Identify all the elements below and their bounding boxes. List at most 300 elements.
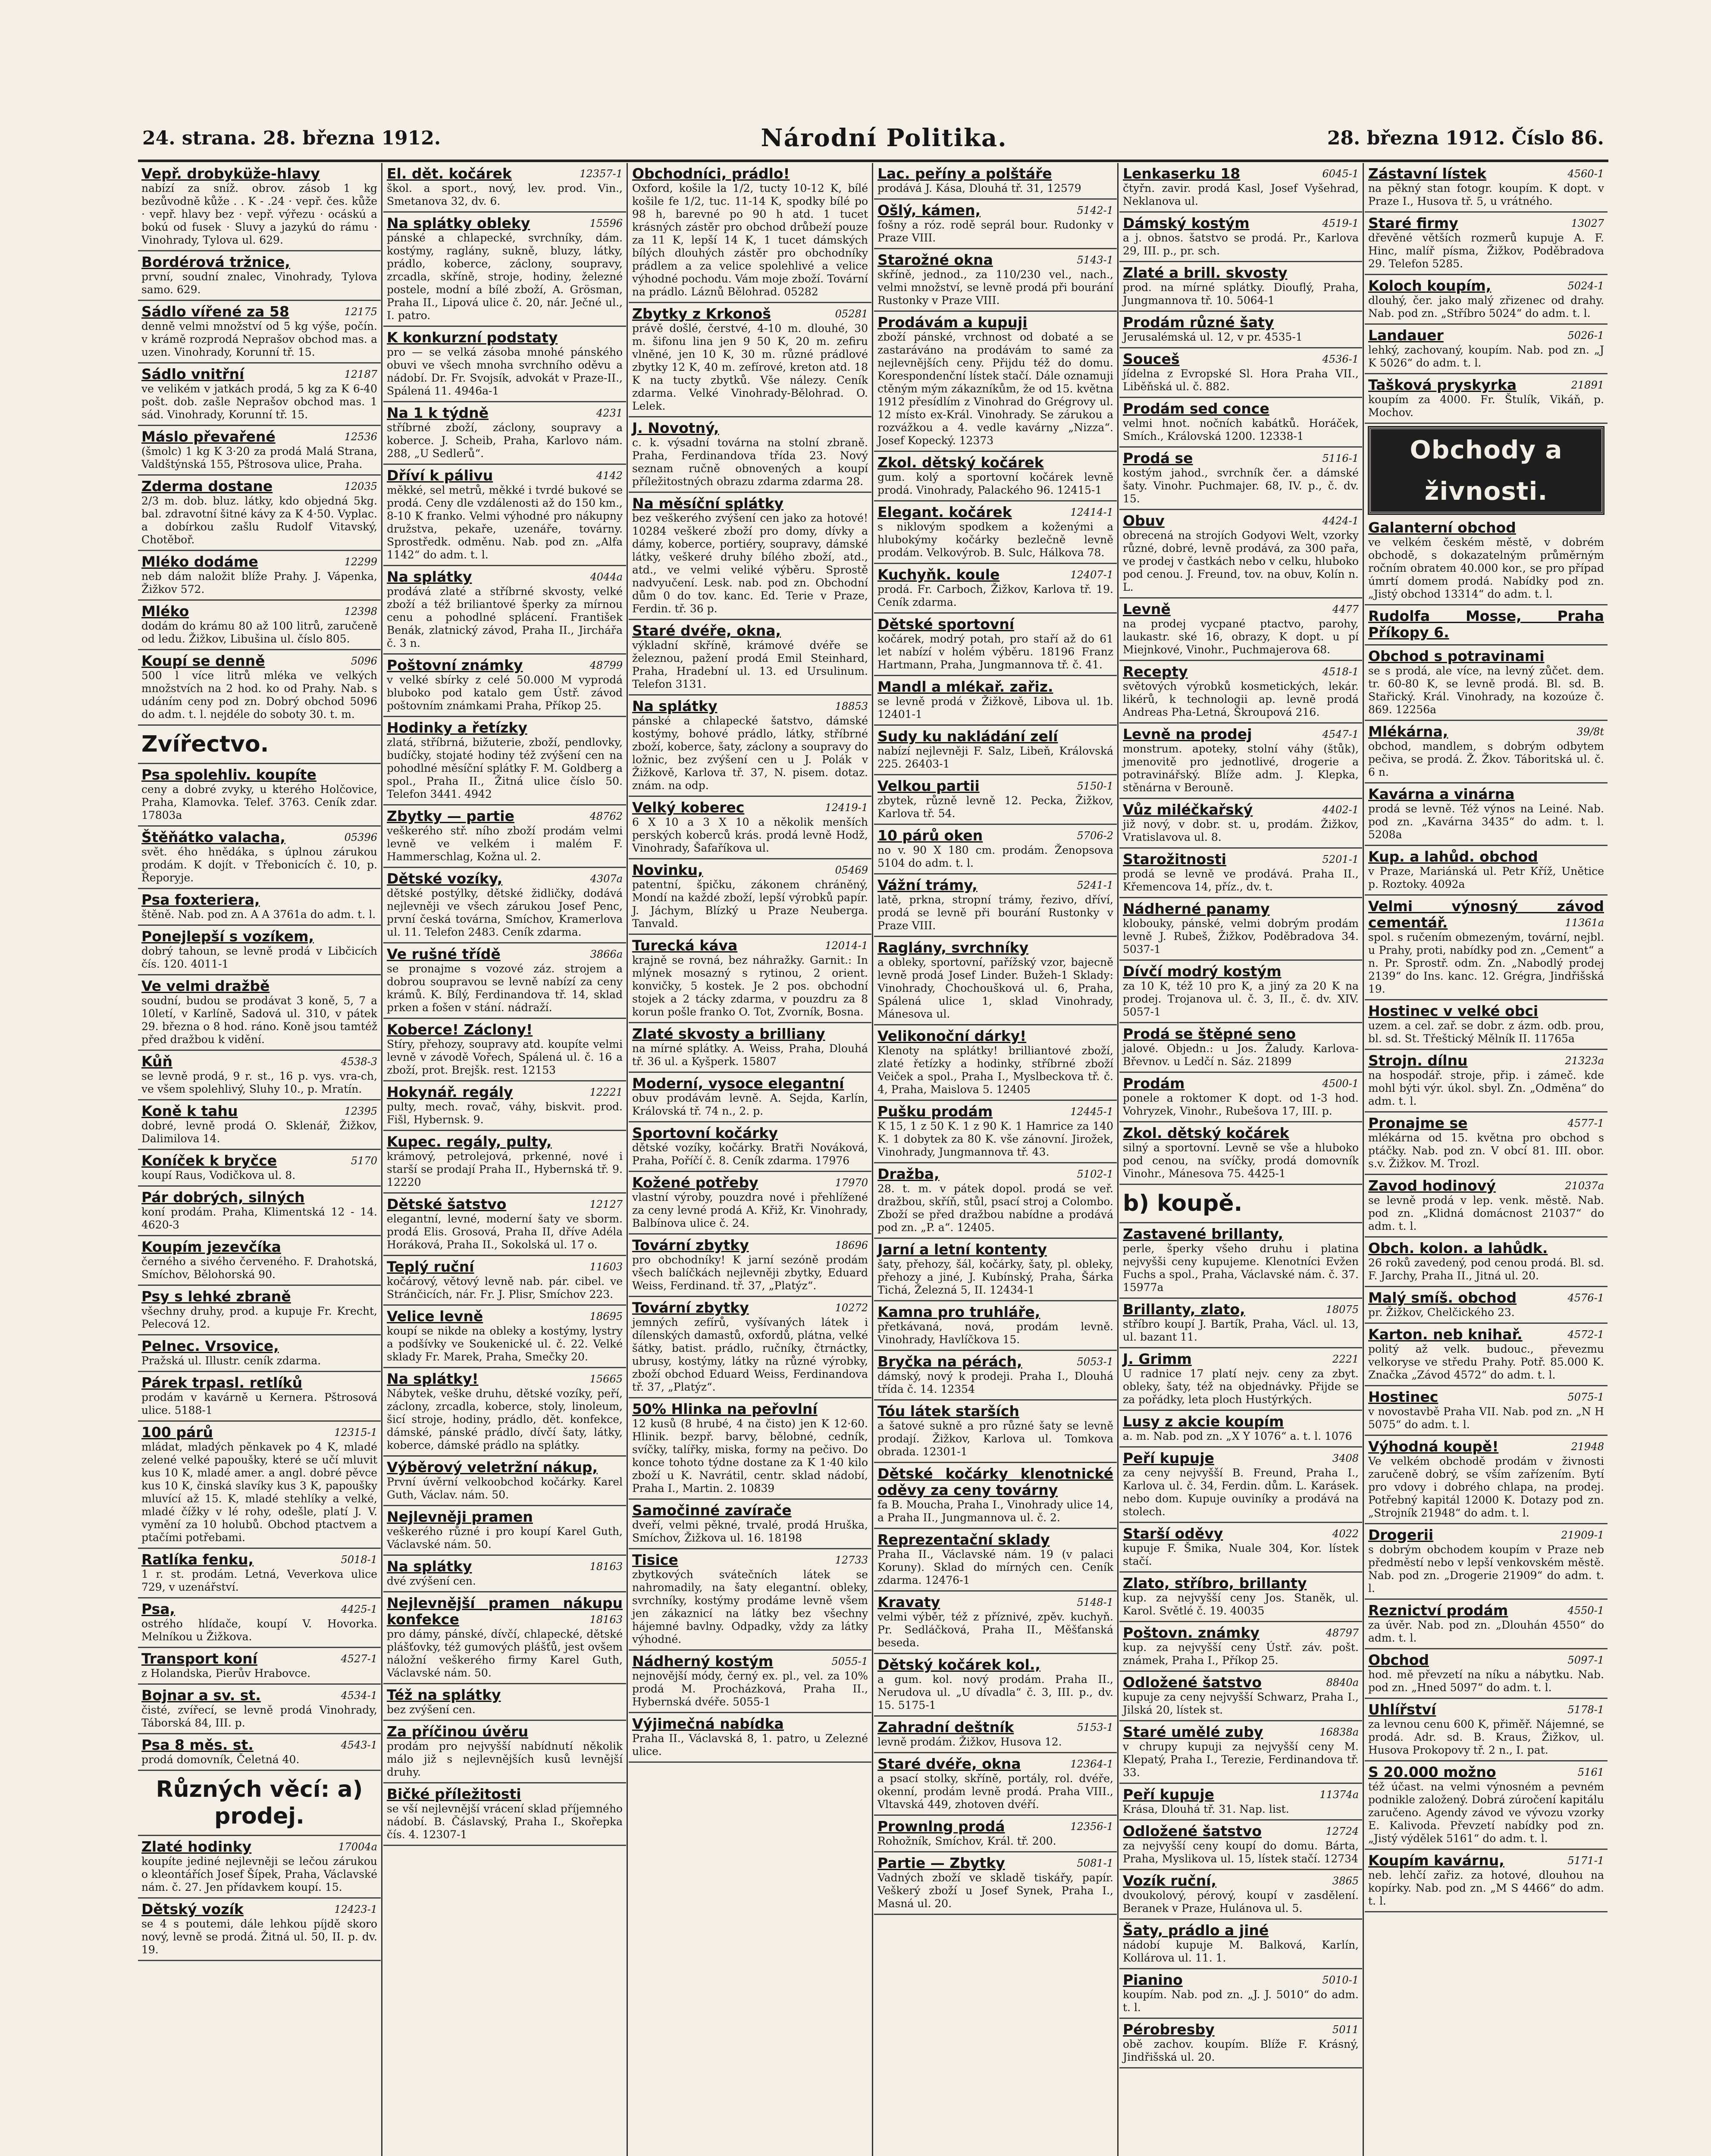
classified-ad [1365, 605, 1608, 646]
ad-code: 12315-1 [334, 1426, 377, 1438]
ad-heading-text: Transport koní [141, 1650, 257, 1667]
ad-heading-text: Zderma dostane [141, 478, 273, 495]
ad-heading-text: Dámský kostým [1123, 215, 1250, 232]
ad-heading-text: Staré firmy [1368, 215, 1458, 232]
classified-ad [874, 564, 1117, 614]
ad-body: dlouhý, čer. jako malý zřizenec od drahy. Nab. pod zn. „Stříbro 5024“ do adm. t. l. [1368, 294, 1604, 320]
ad-code: 5171-1 [1567, 1855, 1604, 1867]
column-separator [627, 163, 628, 2156]
ad-body: pro obchodníky! K jarní sezóně prodám všech balíčkách nejlevněji zbytky, Eduard Weiss, Ferdinand. tř. 37, „Platýz“. [632, 1253, 868, 1292]
ad-heading-text: Na splátky [387, 568, 472, 585]
ad-heading [1368, 1852, 1604, 1869]
ad-heading-text: Nejlevnější pramen nákupu konfekce [387, 1595, 623, 1628]
ad-heading-text: Prodá se [1123, 450, 1193, 467]
ad-heading [877, 314, 1113, 331]
classified-ad [1119, 1920, 1362, 1969]
ad-heading-text: Štěňátko valacha, [141, 829, 285, 846]
ad-heading [877, 679, 1113, 695]
ad-heading-text: Psa 8 měs. st. [141, 1736, 254, 1753]
ad-heading [632, 1075, 868, 1092]
ad-heading [387, 1459, 623, 1476]
ad-heading [1123, 1075, 1359, 1092]
ad-body: prodává J. Kása, Dlouhá tř. 31, 12579 [877, 182, 1081, 194]
ad-code: 4424-1 [1322, 515, 1359, 527]
ad-body: no v. 90 X 180 cm. prodám. Ženopsova 5104 do adm. t. l. [877, 844, 1113, 869]
ad-heading-text: Hostinec v velké obci [1368, 1003, 1539, 1019]
classified-ad [383, 213, 626, 327]
ad-body: prodá se levně ve prodává. Praha II., Křemencova 14, příz., dv. t. [1123, 868, 1359, 893]
ad-body: 26 roků zavedený, pod cenou prodá. Bl. sd. F. Jarchy, Praha II., Jitná ul. 20. [1368, 1257, 1604, 1282]
ad-body: koupím za 4000. Fr. Štulík, Vikáň, p. Mochov. [1368, 393, 1604, 419]
ad-heading-text: Jarní a letní kontenty [877, 1241, 1047, 1258]
ad-body: fošny a róz. rodě seprál bour. Rudonky v Praze VIII. [877, 219, 1113, 244]
ad-heading [1123, 963, 1359, 980]
ad-body: neb. lehčí zařiz. za hotové, dlouhou na kopírky. Nab. pod zn. „M S 4466“ do adm. t. l. [1368, 1869, 1604, 1907]
ad-heading [141, 1375, 377, 1391]
ad-body: kostým jahod., svrchník čer. a dámské šaty. Vinohr. Puchmajer. 68, IV. p., č. dv. 15. [1123, 467, 1359, 505]
ad-body: právě došlé, čerstvé, 4-10 m. dlouhé, 30 m. šifonu lina jen 9 50 K, 20 m. zefiru vlněné, jen 10 K, 30 m. různé prádlové zbytky 12 K, 40 m. zefírové, kreton atd. 18 K na tucty zbytků. Vše nálezy. Ceník zdarma. Velké Vinohrady-Bělohrad. O. Lelek. [632, 322, 868, 412]
ad-code: 12221 [589, 1086, 623, 1098]
ad-body: mlékárna od 15. května pro obchod s ptáčky. Nab. pod zn. V obcí 81. III. obor. s.v. Žižkov. M. Trozl. [1368, 1131, 1604, 1170]
ad-heading [141, 1551, 377, 1568]
classified-ad [1119, 1672, 1362, 1721]
ad-body: 28. t. m. v pátek dopol. prodá se veř. dražbou, skříň, stůl, psací stroj a Colombo. Zboží se před dražbou nabídne a prodává pod zn. „P. a“. 12405. [877, 1182, 1113, 1234]
classified-ad [629, 1713, 871, 1763]
ad-body: Ve velkém obchodě prodám v živnosti zaručeně dobrý, se vším zařízením. Bytí pro vdovy i dobrého chlapa, na prodej. Potřebný kapitál 12000 K. Dotazy pod zn. „Strojník 21948“ do adm. t. l. [1368, 1455, 1604, 1519]
classified-ad [138, 889, 381, 926]
ad-code: 5143-1 [1077, 254, 1113, 266]
ad-code: 21909-1 [1561, 1529, 1604, 1541]
classified-ad [874, 937, 1117, 1025]
ad-body: nádobí kupuje M. Balková, Karlín, Kollárova ul. 11. 1. [1123, 1939, 1359, 1964]
ad-heading [1123, 1125, 1359, 1141]
ad-code: 12014-1 [825, 940, 868, 952]
classified-ad [138, 551, 381, 601]
classified-ad [138, 426, 381, 476]
classified-ad [629, 935, 871, 1023]
classified-ad [138, 1051, 381, 1100]
ad-body: veškerého různé i pro koupí Karel Guth, Václavské nám. 50. [387, 1525, 623, 1551]
ad-heading [1123, 265, 1359, 281]
ad-heading-text: Reprezentační sklady [877, 1531, 1050, 1548]
classified-ad [383, 1131, 626, 1194]
ad-heading-text: Hostinec [1368, 1388, 1438, 1405]
ad-heading-text: Bordérová tržnice, [141, 254, 290, 270]
ad-heading [1368, 1764, 1604, 1780]
ad-heading [387, 946, 623, 962]
ad-heading [387, 1371, 623, 1387]
ad-body: prodává zlaté a stříbrné skvosty, velké zboží a též briliantové šperky za mírnou cenu a pohodlné splácení. František Benák, zlatnický závod, Praha II., Jirchářa č. 3 n. [387, 585, 623, 649]
ad-heading [141, 1839, 377, 1855]
ad-heading-text: Dětské vozíky, [387, 870, 503, 887]
ad-heading-text: Velmi výnosný závod cementář. [1368, 898, 1604, 931]
ad-body: dodám do krámu 80 až 100 litrů, zaručeně od ledu. Žižkov, Libušina ul. číslo 805. [141, 620, 377, 645]
classified-ad [1119, 1299, 1362, 1348]
ad-heading [1123, 2021, 1359, 2038]
ad-heading-text: Velký koberec [632, 799, 745, 816]
classified-ad [383, 1457, 626, 1506]
classified-ad [138, 476, 381, 551]
ad-heading [141, 1239, 377, 1255]
ad-body: vlastní výroby, pouzdra nové i přehlížené za ceny levné prodá A. Křiž, Kr. Vinohrady, Balbínova ulice č. 24. [632, 1191, 868, 1229]
ad-heading-text: Mléko dodáme [141, 553, 258, 570]
ad-heading [387, 871, 623, 887]
ad-heading [141, 928, 377, 945]
ad-heading-text: Dětské kočárky klenotnické oděvy za ceny továrny [877, 1465, 1113, 1498]
ad-heading-text: Staré dvéře, okna [877, 1755, 1021, 1772]
ad-heading-text: Poštovn. známky [1123, 1624, 1260, 1641]
classified-ad [629, 1023, 871, 1073]
ad-heading [1123, 513, 1359, 529]
ad-heading-text: Galanterní obchod [1368, 519, 1516, 536]
ad-heading [387, 405, 623, 421]
ad-heading [1368, 1389, 1604, 1405]
ad-heading [1123, 1625, 1359, 1641]
ad-code: 5075-1 [1567, 1391, 1604, 1403]
ad-heading-text: Výběrový veletržní nákup, [387, 1459, 598, 1476]
classified-ad [1119, 1969, 1362, 2019]
classified-ad [629, 303, 871, 417]
ad-heading-text: Pušku prodám [877, 1103, 993, 1120]
ad-heading-text: Prodám [1123, 1075, 1185, 1092]
ad-heading-text: Landauer [1368, 327, 1444, 344]
ad-code: 18696 [835, 1239, 868, 1251]
ad-heading [141, 304, 377, 320]
ad-heading-text: Prodám sed conce [1123, 400, 1269, 417]
ad-body: Oxford, košile la 1/2, tucty 10-12 K, bílé košile fe 1/2, tuc. 11-14 K, spodky bílé po 98 h, barevné po 90 h atd. 1 tucet krásných zástěr pro obchod drůbeží pouze za 11 K, lepší 14 K, 1 tucet dámských bílých dlouhých zástěr pro obchodníky prádlem a za velice spolehlivé a velice výhodné pochodu. Vám moje zboží. Tovární na prádlo. Láznů Bělohrad. 05282 [632, 182, 868, 298]
ad-heading [877, 567, 1113, 583]
ad-code: 39/8t [1576, 726, 1604, 738]
ad-body: pánské a chlapecké šatstvo, dámské kostýmy, bohové prádlo, látky, stříbrné zboží, koberce, šaty, záclony a soupravy do ložnic, bez zvýšení cen u J. Polák v Žižkově, Karlova tř. 37, N. pisem. dotaz. znám. na odp. [632, 714, 868, 792]
ad-body: dvé zvýšení cen. [387, 1575, 476, 1587]
classified-ad [1119, 1348, 1362, 1411]
classified-ad [1365, 1436, 1608, 1524]
ad-heading [141, 978, 377, 994]
ad-heading-text: Obchodníci, prádlo! [632, 165, 790, 182]
ad-heading [877, 1166, 1113, 1182]
ad-code: 3865 [1332, 1875, 1359, 1887]
ad-code: 4550-1 [1567, 1604, 1604, 1617]
ad-heading [877, 1304, 1113, 1320]
ad-body: 6 X 10 a 3 X 10 a několik menších perských koberců krás. prodá levně Hodž, Vinohrady, Šafaříkova ul. [632, 816, 868, 854]
ad-heading [1368, 1178, 1604, 1194]
ad-body: za levnou cenu 600 K, přiměř. Nájemné, se prodá. Adr. sd. B. Kraus, Žižkov, ul. Husova Prokopovy tř. 2 n., I. pat. [1368, 1718, 1604, 1756]
ad-heading [141, 1601, 377, 1617]
ad-heading-text: Starší oděvy [1123, 1525, 1223, 1542]
ad-heading-text: Kup. a lahůd. obchod [1368, 848, 1538, 865]
ad-code: 11374a [1319, 1789, 1359, 1801]
classified-ad [1119, 2019, 1362, 2068]
ad-heading [632, 1237, 868, 1253]
ad-heading-text: J. Novotný, [632, 420, 719, 436]
ad-heading [877, 1532, 1113, 1548]
classified-ad [1365, 1386, 1608, 1436]
ad-code: 5055-1 [831, 1655, 868, 1667]
classified-ad [874, 200, 1117, 249]
ad-code: 5116-1 [1322, 452, 1359, 464]
classified-ad [138, 1286, 381, 1335]
classified-ad [1365, 1000, 1608, 1050]
classified-ad [1365, 163, 1608, 213]
ad-heading-text: Nádherné panamy [1123, 900, 1270, 917]
ad-body: kup. za nejvyšší ceny Ústř. záv. pošt. známek, Praha I., Příkop 25. [1123, 1641, 1359, 1667]
ad-heading-text: Vepř. drobyküže-hlavy [141, 165, 320, 182]
classified-ad [874, 249, 1117, 312]
ad-code: 12035 [344, 480, 377, 492]
classified-ad [1119, 510, 1362, 599]
classified-ad [1365, 275, 1608, 325]
classified-ad [874, 1592, 1117, 1654]
classified-ad [1365, 1524, 1608, 1600]
ad-heading-text: Ve velmi dražbě [141, 978, 270, 994]
ad-heading [141, 1424, 377, 1441]
ad-heading [1123, 1301, 1359, 1318]
ad-code: 15665 [589, 1373, 623, 1385]
ad-body: se s prodá, ale více, na levný zůčet. dem. tr. 60-80 K, se levně prodá. Bl. sd. B. Stařický. Král. Vinohrady, na kozoúze č. 869. 12256a [1368, 664, 1604, 716]
ad-body: dámský, nový k prodeji. Praha I., Dlouhá třída č. 14. 12354 [877, 1370, 1113, 1395]
ad-heading [877, 1466, 1113, 1498]
ad-heading [1123, 314, 1359, 331]
classified-ad [1119, 849, 1362, 898]
ad-heading-text: Obchod s potravinami [1368, 648, 1545, 664]
ad-code: 12364-1 [1070, 1758, 1113, 1770]
classified-ad [1365, 646, 1608, 721]
ad-code: 12356-1 [1070, 1821, 1113, 1833]
ad-heading [387, 1687, 623, 1703]
ad-body: zlatá, stříbrná, bižuterie, zboží, pendlovky, budíčky, stojaté hodiny též zvýšení cen na pohodlné měsíční splátky F. M. Goldberg a spol., Praha II., Žitná ulice číslo 50. Telefon 3441. 4942 [387, 736, 623, 800]
classified-ad [874, 312, 1117, 452]
ad-heading-text: Staré dvéře, okna, [632, 622, 781, 639]
ad-body: fa B. Moucha, Praha I., Vinohrady ulice 14, a Praha II., Jungmannova ul. č. 2. [877, 1498, 1113, 1524]
ad-body: c. k. výsadní továrna na stolní zbraně. Praha, Ferdinandova třída 23. Nový seznam ručně obnovených a koupí příležitostných obrazu zdarma zdarma 28. [632, 436, 868, 488]
ad-body: za ceny nejvyšší B. Freund, Praha I., Karlova ul. č. 34, Ferdin. dům. L. Karásek. nebo dom. Kupuje ouviníky a prodává na stolech. [1123, 1467, 1359, 1518]
ad-heading-text: Zkol. dětský kočárek [1123, 1125, 1289, 1141]
ad-body: v Praze, Mariánská ul. Petr Kříž, Unětice p. Roztoky. 4092a [1368, 865, 1604, 890]
ad-heading-text: Obuv [1123, 512, 1165, 529]
classified-ad [1119, 961, 1362, 1023]
ad-body: kočárový, větový levně nab. pár. cibel. ve Stránčicích, nár. Fr. J. Plisr, Smíchov 223. [387, 1275, 623, 1300]
header-left: 24. strana. 28. března 1912. [142, 127, 441, 149]
ad-heading-text: Dívčí modrý kostým [1123, 963, 1282, 980]
ad-code: 17970 [835, 1177, 868, 1189]
classified-ad [629, 1235, 871, 1297]
classified-ad [383, 868, 626, 943]
classified-ad [874, 1717, 1117, 1753]
ad-heading-text: Peří kupuje [1123, 1450, 1214, 1467]
ad-heading [387, 1084, 623, 1100]
ad-code: 12419-1 [825, 802, 868, 814]
ad-heading-text: Pronajme se [1368, 1115, 1468, 1131]
classified-ad [383, 1506, 626, 1556]
ad-heading [1123, 215, 1359, 232]
ad-code: 4560-1 [1567, 168, 1604, 180]
ad-heading [632, 1502, 868, 1519]
ad-heading [1368, 278, 1604, 294]
ad-heading-text: Kavárna a vinárna [1368, 786, 1515, 802]
ad-heading [877, 1403, 1113, 1420]
classified-ad [1119, 1821, 1362, 1870]
ad-heading-text: 100 párů [141, 1424, 213, 1441]
classified-ad [1119, 799, 1362, 849]
ad-code: 12445-1 [1070, 1106, 1113, 1118]
ad-body: stříbro koupí J. Bartík, Praha, Václ. ul. 13, ul. bazant 11. [1123, 1318, 1359, 1343]
ad-heading [141, 653, 377, 669]
classified-ad [629, 1398, 871, 1500]
ad-heading [1368, 1652, 1604, 1668]
ad-body: obchod, mandlem, s dobrým odbytem pečiva, se prodá. Ž. Žkov. Táboritská ul. č. 6 n. [1368, 740, 1604, 778]
ad-code: 5097-1 [1567, 1654, 1604, 1666]
ad-heading-text: Ve rušné třídě [387, 946, 501, 962]
ad-heading-text: Lusy z akcie koupím [1123, 1413, 1284, 1430]
classified-ad [874, 825, 1117, 874]
ad-heading-text: Velkou partii [877, 777, 980, 794]
ad-body: všechny druhy, prod. a kupuje Fr. Krecht, Pelecová 12. [141, 1305, 377, 1330]
ad-heading [141, 1189, 377, 1206]
ad-body: klobouky, pánské, velmi dobrým prodám levně J. Rubeš, Žižkov, Poděbradova 34. 5037-1 [1123, 917, 1359, 956]
ad-heading [1123, 1575, 1359, 1592]
classified-ad [138, 301, 381, 364]
ad-heading [877, 940, 1113, 956]
classified-ad [874, 1753, 1117, 1816]
ad-heading-text: Dětský vozík [141, 1901, 244, 1918]
ad-body: pulty, mech. rovač, váhy, biskvit. prod. Fišl, Hybernsk. 9. [387, 1100, 623, 1126]
ad-code: 21323a [1565, 1055, 1604, 1067]
ad-body: velmi hnot. nočních kabátků. Horáček, Smích., Královská 1200. 12338-1 [1123, 417, 1359, 442]
column-separator [381, 163, 382, 2156]
ad-heading [387, 215, 623, 232]
ad-heading [1123, 1724, 1359, 1740]
classified-ad [1365, 1600, 1608, 1649]
ad-body: prodá domovník, Čeletná 40. [141, 1753, 300, 1766]
ad-code: 5053-1 [1077, 1356, 1113, 1368]
header-rule [138, 160, 1608, 162]
ad-heading [632, 1552, 868, 1568]
ad-heading [1368, 1003, 1604, 1019]
classified-ad [1365, 721, 1608, 783]
ad-heading [387, 720, 623, 736]
ad-body: monstrum. apoteky, stolní váhy (štůk), jmenovitě pro jednotlivé, drogerie a potravinářský. Blíže adm. J. Klepka, stěnárna v Berouně. [1123, 743, 1359, 794]
ad-code: 5150-1 [1077, 780, 1113, 792]
ad-heading-text: Výhodná koupě! [1368, 1438, 1499, 1455]
ad-body: neb dám naložit blíže Prahy. J. Vápenka, Žižkov 572. [141, 570, 377, 595]
ad-heading-text: Zlaté hodinky [141, 1838, 252, 1855]
ad-heading [1123, 166, 1359, 182]
ad-heading [1368, 1053, 1604, 1069]
ad-code: 5018-1 [341, 1554, 377, 1566]
ad-heading [387, 808, 623, 824]
classified-ad [1119, 1448, 1362, 1523]
ad-body: šaty, přehozy, šál, kočárky, šaty, pl. obleky, přehozy a jiné, J. Kubínský, Praha, Šárka Tichá, Železná 5, II. 12434-1 [877, 1258, 1113, 1296]
ad-heading [141, 603, 377, 620]
header-right: 28. března 1912. Číslo 86. [1327, 127, 1604, 149]
ad-code: 48797 [1326, 1627, 1359, 1639]
classified-ad [1119, 1573, 1362, 1622]
classified-ad [1119, 348, 1362, 398]
ad-heading [632, 420, 868, 436]
ad-body: prod. na mírné splátky. Diouflý, Praha, Jungmannova tř. 10. 5064-1 [1123, 281, 1359, 307]
ad-body: bez veškerého zvýšení cen jako za hotové! 10284 veškeré zboží pro domy, dívky a dámy, koberce, portiéry, soupravy, dámské látky, veškeré druhy bílého zboží, atd., atd., ve velmi veliké výběru. Sprostě nadvyučení. Lesk. nab. pod zn. Obchodní dům 0 do tov. kanc. Ed. Terie v Praze, Ferdin. tř. 36 p. [632, 512, 868, 615]
ad-body: mládat, mladých pěnkavek po 4 K, mladé zelené velké papoušky, které se učí mluvit kus 10 K, mladé amer. a angl. dobré pěvce kus 10 K, činská slavíky kus 3 K, papoušky mluvící až 15. K, mladé stehlíky a velké, mladé čížky v lé rohy, odešle, platí J. V. vymění za 10 holubů. Obchod ptactvem a ptačími potřebami. [141, 1441, 377, 1544]
classified-ad [383, 1256, 626, 1306]
ad-body: se levně prodá v lep. venk. městě. Nab. pod zn. „Klidná domácnost 21037“ do adm. t. l. [1368, 1194, 1604, 1232]
ad-body: uzem. a cel. zař. se dobr. z ázm. odb. prou, bl. sd. St. Třeštický Mělník II. 11765a [1368, 1019, 1604, 1045]
classified-ad [1365, 213, 1608, 275]
ad-heading [387, 166, 623, 182]
ad-heading-text: Malý smíš. obchod [1368, 1289, 1517, 1306]
classified-ad [874, 1852, 1117, 1915]
ad-body: Stíry, přehozy, soupravy atd. koupíte velmi levně v závodě Vořech, Spálená ul. č. 16 a zboží, prot. Brejšk. rest. 12153 [387, 1038, 623, 1076]
classified-ad [874, 726, 1117, 775]
ad-body: politý až velk. budouc., převezmu velkoryse ve středu Prahy. Potř. 85.000 K. Značka „Závod 4572“ do adm. t. l. [1368, 1343, 1604, 1381]
ad-body: obuv prodávám levně. A. Sejda, Karlín, Královská tř. 74 n., 2. p. [632, 1092, 868, 1117]
ad-heading-text: Bičké příležitosti [387, 1786, 521, 1802]
ad-heading-text: S 20.000 možno [1368, 1764, 1496, 1780]
ad-heading [1368, 608, 1604, 641]
ad-code: 11603 [589, 1261, 623, 1273]
classified-ad [138, 1100, 381, 1150]
classified-ad [383, 1019, 626, 1081]
ad-body: z Holandska, Pierův Hrabovce. [141, 1667, 311, 1680]
ad-heading [877, 778, 1113, 794]
ad-heading-text: Zástavní lístek [1368, 165, 1487, 182]
ad-heading [387, 1308, 623, 1325]
ad-heading-text: Turecká káva [632, 937, 738, 954]
ad-body: škol. a sport., nový, lev. prod. Vin., Smetanova 32, dv. 6. [387, 182, 623, 207]
classified-ad [1119, 661, 1362, 724]
ad-heading [1123, 851, 1359, 868]
ad-body: dětské postýlky, dětské židličky, dodává nejlevněji ve všech zárukou Josef Penc, první česká továrna, Smíchov, Kramerlova ul. 11. Telefon 2483. Ceník zdarma. [387, 887, 623, 938]
ad-heading [1123, 1351, 1359, 1367]
ad-code: 48799 [589, 659, 623, 671]
classified-ad [383, 1368, 626, 1457]
ad-heading [632, 1653, 868, 1670]
ad-heading [387, 1134, 623, 1150]
classified-ad [138, 1335, 381, 1372]
ad-code: 5010-1 [1322, 1974, 1359, 1986]
ad-heading [387, 657, 623, 674]
ad-heading [1368, 520, 1604, 536]
ad-heading [1123, 1450, 1359, 1467]
ad-heading [877, 1103, 1113, 1120]
ad-code: 5178-1 [1567, 1704, 1604, 1716]
ad-heading-text: Dětské šatstvo [387, 1196, 507, 1213]
ad-heading-text: Staré umělé zuby [1123, 1724, 1263, 1740]
ad-heading [1123, 1873, 1359, 1889]
classified-ad [1365, 325, 1608, 374]
ad-code: 4534-1 [341, 1689, 377, 1702]
ad-heading [141, 254, 377, 270]
ad-heading-text: Vozík ruční, [1123, 1872, 1217, 1889]
column-1 [138, 163, 381, 2156]
ad-heading [1123, 802, 1359, 818]
ad-body: dobré, levně prodá O. Sklenář, Žižkov, Dalimilova 14. [141, 1119, 377, 1145]
ad-body: na pěkný stan fotogr. koupím. K dopt. v Praze I., Husova tř. 5, u vrátného. [1368, 182, 1604, 207]
classified-ad [1119, 448, 1362, 510]
ad-code: 12733 [835, 1554, 868, 1566]
ad-body: ve velkém českém městě, v dobrém obchodě, s dokazatelným průměrným ročním obratem 40.000 kor., se pro případ úmrtí domem prodá. Nabídky pod zn. „Jistý obchod 13314“ do adm. t. l. [1368, 536, 1604, 600]
ad-body: Klenoty na splátky! brilliantové zboží, zlaté řetízky a hodinky, stříbrné zboží Veiček a spol., Praha I., Myslbeckova tř. č. 4, Praha, Maislova 5. 12405 [877, 1044, 1113, 1096]
section-title: Různých věcí: a) prodej. [138, 1771, 381, 1836]
ad-body: K 15, 1 z 50 K. 1 z 90 K. 1 Hamrice za 140 K. 1 dobytek za 80 K. vše zánovní. Jirožek, Vinohrady, Jungmannova tř. 43. [877, 1120, 1113, 1158]
ad-heading-text: Zlaté a brill. skvosty [1123, 264, 1288, 281]
ad-heading [1368, 1240, 1604, 1257]
classified-ad [138, 1836, 381, 1899]
ad-heading [387, 329, 623, 346]
ad-heading [1123, 1226, 1359, 1242]
ad-heading [1368, 1702, 1604, 1718]
ad-heading-text: Strojn. dílnu [1368, 1052, 1468, 1069]
ad-heading-text: Koberce! Záclony! [387, 1021, 533, 1038]
